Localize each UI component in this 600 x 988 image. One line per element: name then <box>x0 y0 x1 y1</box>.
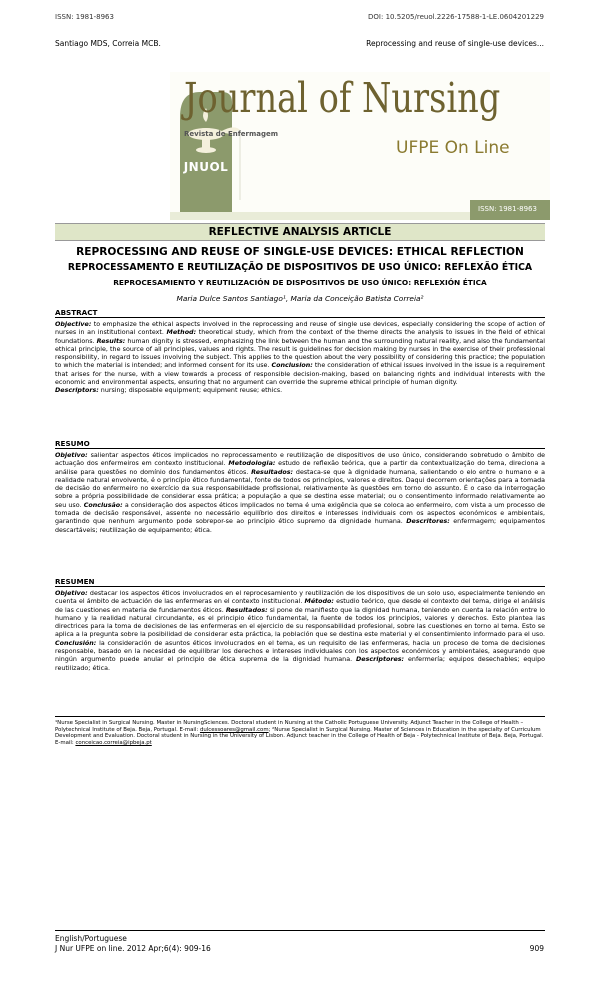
footer-divider <box>55 930 545 931</box>
running-authors: Santiago MDS, Correia MCB. <box>55 39 161 48</box>
resumo-conclusion: a consideração dos aspectos éticos implicados no tema é uma exigência que se coloca ao enfermeiro, com vista a um processo de tomada de decisão responsável, assente no necessário equilíbrio dos direitos e interesses individuais com os aspectos económicos e ambientais, garantindo que nenhum argumento pode sobrepor-se ao princípio ético supremo da dignidade humana. <box>55 501 545 526</box>
resumen-heading: RESUMEN <box>55 577 545 587</box>
abstract-text <box>55 321 545 396</box>
resumo-objective-label: Objetivo: <box>55 452 88 459</box>
resumo-objective: salientar aspectos éticos implicados no reprocessamento e reutilização de dispositivos de uso único, considerando sobretudo o âmbito de actuação dos enfermeiros em contexto institucional. <box>55 452 545 468</box>
resumo-results: destaca-se que à dignidade humana, salientando o elo entre o humano e a realidade natural envolvente, é o princípio ético fundamental, fonte de todos os princípios, valores e direitos. Daqui decorrem orientações para a tomada de decisão do enfermeiro no exercício da sua responsabilidade profissional, relativamente às questões em torno do assunto. É o caso da interrogação sobre a própria possibilidade de considerar essa prática; a população a que se destina esse material; ou o consentimento informado relativamente ao seu uso. <box>55 468 545 509</box>
resumen-descriptors: enfermería; equipos desechables; equipo reutilizado; ética. <box>55 656 545 672</box>
issn-header: ISSN: 1981-8963 <box>55 13 114 21</box>
email-link-2[interactable]: conceicao.correia@ipbeja.pt <box>75 740 152 747</box>
footer-language: English/Portuguese <box>55 934 127 943</box>
issn-badge: ISSN: 1981-8963 <box>478 205 537 213</box>
resumo-results-label: Resultados: <box>251 468 294 476</box>
footnote-divider <box>55 716 545 717</box>
resumen-conclusion: la consideración de asuntos éticos involucrados en el tema, es un requisito de las enfermeras, hacia un proceso de toma de decisiones responsable, basado en la necesidad de equilibrar los derechos e intereses individuales con los aspectos económicos y ambientales, asegurando que ningún argumento puede anular el principio de ética suprema de la dignidad humana. <box>55 639 545 664</box>
abstract-results: human dignity is stressed, emphasizing the link between the human and the surrounding natural reality, and also the fundamental ethical principle, the source of all principles, values and rights. The result is guidelines for decision making by nurses in the exercise of their professional responsibility, in regard to issues involving the subject. This applies to the question about the very possibility of considering this practice; the population to which the material is intended; and informed consent for its use. <box>55 337 546 370</box>
resumen-objective-label: Objetivo: <box>55 590 88 597</box>
article-type-banner: REFLECTIVE ANALYSIS ARTICLE <box>55 223 545 241</box>
title-spanish: REPROCESAMIENTO Y REUTILIZACIÓN DE DISPOSITIVOS DE USO ÚNICO: REFLEXIÓN ÉTICA <box>113 278 487 287</box>
abstract-objective-label: Objective: <box>55 321 92 328</box>
resumen-results-label: Resultados: <box>225 606 268 614</box>
abstract-conclusion: the consideration of ethical issues involved in the issue is a requirement that arises for the nurse, with a view towards a process of responsible decision-making, based on balancing rights and individual interests with the economic and environmental aspects, ensuring that no argument can override the supreme ethical principle of human dignity. <box>55 362 546 387</box>
resumo-conclusion-label: Conclusão: <box>83 501 123 509</box>
abstract-method-label: Method: <box>166 329 197 337</box>
resumen-text <box>55 590 545 673</box>
resumen-conclusion-label: Conclusión: <box>55 639 97 647</box>
resumen-descriptors-label: Descriptores: <box>356 656 405 664</box>
abstract-heading: ABSTRACT <box>55 308 545 318</box>
journal-subtitle: Revista de Enfermagem <box>184 130 279 138</box>
resumo-heading: RESUMO <box>55 439 545 449</box>
resumo-method-label: Metodologia: <box>228 460 276 468</box>
author-line: Maria Dulce Santos Santiago¹, Maria da Conceição Batista Correia² <box>176 294 424 303</box>
logo-text: JNUOL <box>183 160 229 174</box>
author-footnote <box>55 720 545 747</box>
abstract-descriptors-label: Descriptors: <box>55 387 99 395</box>
resumo-text <box>55 452 545 535</box>
abstract-results-label: Results: <box>96 337 126 345</box>
abstract-descriptors: nursing; disposable equipment; equipment reuse; ethics. <box>98 387 283 395</box>
resumo-descriptors: enfermagem; equipamentos descartáveis; reutilização de equipamento; ética. <box>55 518 545 534</box>
resumen-method-label: Método: <box>304 598 334 606</box>
page-number: 909 <box>529 944 544 953</box>
abstract-objective: to emphasize the ethical aspects involved in the reprocessing and reuse of single use devices, especially considering the scope of action of nurses in an institutional context. <box>55 321 545 337</box>
journal-title-online: UFPE On Line <box>396 138 510 158</box>
footer-citation: J Nur UFPE on line. 2012 Apr;6(4): 909-16 <box>55 944 211 953</box>
abstract-conclusion-label: Conclusion: <box>271 362 313 370</box>
footnote-part2: ; ²Nurse Specialist in Surgical Nursing. Master of Sciences in Education in the specialty of Curriculum Development and Evaluation. Doctoral student in Nursing in the University of Lisbon. Adjunct teacher in the College of Health of Beja - Polytechnical Institute of Beja. Beja, Portugal. E-mail: <box>55 726 544 747</box>
title-portuguese: REPROCESSAMENTO E REUTILIZAÇÃO DE DISPOSITIVOS DE USO ÚNICO: REFLEXÃO ÉTICA <box>67 262 533 273</box>
journal-title: Journal of Nursing <box>184 74 501 122</box>
email-link-1[interactable]: dulcessoares@gmail.com <box>199 726 269 733</box>
resumo-descriptors-label: Descritores: <box>406 518 450 526</box>
resumen-objective: destacar los aspectos éticos involucrados en el reprocesamiento y reutilización de los dispositivos de un solo uso, especialmente teniendo en cuenta el ámbito de actuación de las enfermeras en el contexto institucional. <box>55 590 545 606</box>
resumen-results: si pone de manifiesto que la dignidad humana, teniendo en cuenta la relación entre lo humano y la realidad natural circundante, es el principio ético fundamental, la fuente de todos los principios, valores y derechos. Esto plantea las directrices para la toma de decisiones de las enfermeras en el ejercicio de su responsabilidad profesional, sobre las cuestiones en torno al tema. Esto se aplica a la pregunta sobre la posibilidad de considerar esta práctica, la población que se destina este material y el consentimiento informado para el uso. <box>55 606 545 639</box>
resumen-method: estudio teórico, que desde el contexto del tema, dirige el análisis de las cuestiones en materia de fundamentos éticos. <box>55 598 545 614</box>
footnote-part1: ¹Nurse Specialist in Surgical Nursing. Master in NursingSciences. Doctoral student in Nursing at the Catholic Portuguese University. Adjunct Teacher in the College of Health – Polytechnical Institute of Beja. Beja, Portugal. E-mail: <box>55 720 524 733</box>
title-english: REPROCESSING AND REUSE OF SINGLE-USE DEVICES: ETHICAL REFLECTION <box>76 246 524 258</box>
journal-masthead <box>170 72 550 220</box>
running-title: Reprocessing and reuse of single-use devices... <box>366 39 544 48</box>
doi-header: DOI: 10.5205/reuol.2226-17588-1-LE.0604201229 <box>368 13 544 21</box>
abstract-method: theoretical study, which from the context of the theme directs the analysis to issues in the field of ethical foundations. <box>55 329 545 345</box>
resumo-method: estudo de reflexão teórica, que a partir da contextualização do tema, direciona a análise para questões no domínio dos fundamentos éticos. <box>55 460 546 476</box>
